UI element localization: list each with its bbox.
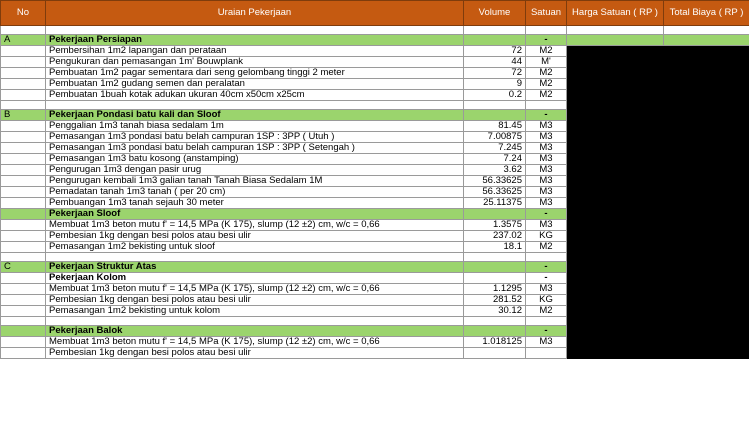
cell-unit[interactable]: M3 <box>526 284 567 295</box>
cell-volume[interactable] <box>464 209 526 220</box>
cell-description[interactable]: Pembuatan 1buah kotak adukan ukuran 40cm x50cm x25cm <box>46 90 464 101</box>
cell-volume[interactable] <box>464 110 526 121</box>
cell-total-cost[interactable] <box>664 242 749 253</box>
cell-unit[interactable]: M2 <box>526 68 567 79</box>
cell-description[interactable] <box>46 317 464 326</box>
cell-unit-price[interactable] <box>567 253 664 262</box>
cell-unit-price[interactable] <box>567 132 664 143</box>
cell-unit-price[interactable] <box>567 57 664 68</box>
cell-description[interactable]: Pengurugan kembali 1m3 galian tanah Tanah Biasa Sedalam 1M <box>46 176 464 187</box>
cell-total-cost[interactable] <box>664 253 749 262</box>
cell-unit-price[interactable] <box>567 90 664 101</box>
cell-description[interactable] <box>46 101 464 110</box>
table-row <box>1 187 749 198</box>
cell-description[interactable]: Penggalian 1m3 tanah biasa sedalam 1m <box>46 121 464 132</box>
cell-total-cost[interactable] <box>664 165 749 176</box>
cell-description[interactable]: Pemasangan 1m3 pondasi batu belah campuran 1SP : 3PP ( Setengah ) <box>46 143 464 154</box>
cell-total-cost[interactable] <box>664 90 749 101</box>
cell-unit[interactable]: - <box>526 273 567 284</box>
cell-volume[interactable]: 237.02 <box>464 231 526 242</box>
cell-unit-price[interactable] <box>567 198 664 209</box>
cell-no[interactable] <box>1 121 46 132</box>
table-row <box>1 220 749 231</box>
cell-volume[interactable]: 81.45 <box>464 121 526 132</box>
table-row <box>1 284 749 295</box>
cell-total-cost[interactable] <box>664 295 749 306</box>
cell-unit[interactable]: - <box>526 262 567 273</box>
subgreen-row <box>1 326 749 337</box>
cell-unit-price[interactable] <box>567 26 664 35</box>
cell-unit-price[interactable] <box>567 209 664 220</box>
cell-total-cost[interactable] <box>664 198 749 209</box>
cell-unit-price[interactable] <box>567 326 664 337</box>
spacer-row <box>1 253 749 262</box>
cell-unit[interactable] <box>526 348 567 359</box>
table-row <box>1 154 749 165</box>
header-unit[interactable]: Satuan <box>526 1 567 26</box>
cell-total-cost[interactable] <box>664 57 749 68</box>
cell-total-cost[interactable] <box>664 110 749 121</box>
cell-unit-price[interactable] <box>567 295 664 306</box>
cell-description[interactable]: Pekerjaan Balok <box>46 326 464 337</box>
cell-no[interactable] <box>1 348 46 359</box>
table-row <box>1 295 749 306</box>
cell-unit-price[interactable] <box>567 337 664 348</box>
cell-volume[interactable]: 56.33625 <box>464 187 526 198</box>
cell-total-cost[interactable] <box>664 326 749 337</box>
cell-unit[interactable]: M3 <box>526 121 567 132</box>
cell-total-cost[interactable] <box>664 284 749 295</box>
cell-unit-price[interactable] <box>567 143 664 154</box>
cell-unit[interactable] <box>526 317 567 326</box>
cell-unit[interactable]: KG <box>526 295 567 306</box>
cell-description[interactable]: Pembuatan 1m2 gudang semen dan peralatan <box>46 79 464 90</box>
section-row <box>1 35 749 46</box>
cell-no[interactable] <box>1 209 46 220</box>
cell-volume[interactable]: 7.24 <box>464 154 526 165</box>
cell-unit-price[interactable] <box>567 220 664 231</box>
table-row <box>1 198 749 209</box>
cell-description[interactable]: Pemasangan 1m2 bekisting untuk sloof <box>46 242 464 253</box>
cell-total-cost[interactable] <box>664 154 749 165</box>
table-row <box>1 57 749 68</box>
cell-volume[interactable]: 7.00875 <box>464 132 526 143</box>
cell-unit[interactable] <box>526 26 567 35</box>
cell-unit-price[interactable] <box>567 306 664 317</box>
cell-no[interactable] <box>1 326 46 337</box>
sub-row <box>1 273 749 284</box>
cell-description[interactable]: Pekerjaan Pondasi batu kali dan Sloof <box>46 110 464 121</box>
table-row <box>1 121 749 132</box>
cell-unit-price[interactable] <box>567 46 664 57</box>
cell-no[interactable] <box>1 198 46 209</box>
cell-unit[interactable]: - <box>526 209 567 220</box>
table-row <box>1 79 749 90</box>
cell-unit-price[interactable] <box>567 79 664 90</box>
cell-total-cost[interactable] <box>664 231 749 242</box>
cell-total-cost[interactable] <box>664 273 749 284</box>
cell-description[interactable]: Membuat 1m3 beton mutu f' = 14,5 MPa (K 175), slump (12 ±2) cm, w/c = 0,66 <box>46 284 464 295</box>
cell-volume[interactable]: 18.1 <box>464 242 526 253</box>
cell-unit[interactable]: M3 <box>526 220 567 231</box>
header-unit-price[interactable]: Harga Satuan ( RP ) <box>567 1 664 26</box>
cell-volume[interactable] <box>464 273 526 284</box>
table-row <box>1 165 749 176</box>
cell-total-cost[interactable] <box>664 121 749 132</box>
cell-unit[interactable]: - <box>526 326 567 337</box>
table-row <box>1 337 749 348</box>
cell-no[interactable] <box>1 220 46 231</box>
cell-unit[interactable]: M3 <box>526 132 567 143</box>
cell-volume[interactable]: 30.12 <box>464 306 526 317</box>
subgreen-row <box>1 209 749 220</box>
cell-total-cost[interactable] <box>664 187 749 198</box>
cell-no[interactable] <box>1 337 46 348</box>
cell-unit-price[interactable] <box>567 317 664 326</box>
cell-description[interactable]: Pekerjaan Persiapan <box>46 35 464 46</box>
cell-no[interactable] <box>1 57 46 68</box>
cell-total-cost[interactable] <box>664 337 749 348</box>
table-row <box>1 68 749 79</box>
cell-unit-price[interactable] <box>567 121 664 132</box>
cell-no[interactable] <box>1 242 46 253</box>
cell-volume[interactable] <box>464 101 526 110</box>
header-volume[interactable]: Volume <box>464 1 526 26</box>
cell-volume[interactable]: 1.1295 <box>464 284 526 295</box>
cell-no[interactable] <box>1 90 46 101</box>
cell-unit[interactable]: M3 <box>526 337 567 348</box>
cell-volume[interactable] <box>464 262 526 273</box>
header-description[interactable]: Uraian Pekerjaan <box>46 1 464 26</box>
cell-no[interactable] <box>1 143 46 154</box>
cell-description[interactable]: Pekerjaan Kolom <box>46 273 464 284</box>
cell-total-cost[interactable] <box>664 68 749 79</box>
cell-unit[interactable]: M3 <box>526 187 567 198</box>
cell-total-cost[interactable] <box>664 132 749 143</box>
cell-total-cost[interactable] <box>664 101 749 110</box>
table-row <box>1 242 749 253</box>
cell-description[interactable]: Membuat 1m3 beton mutu f' = 14,5 MPa (K 175), slump (12 ±2) cm, w/c = 0,66 <box>46 337 464 348</box>
cell-unit-price[interactable] <box>567 262 664 273</box>
cell-no[interactable]: B <box>1 110 46 121</box>
cell-unit-price[interactable] <box>567 231 664 242</box>
cell-description[interactable]: Pemasangan 1m2 bekisting untuk kolom <box>46 306 464 317</box>
cell-no[interactable]: C <box>1 262 46 273</box>
cell-total-cost[interactable] <box>664 26 749 35</box>
cell-unit[interactable]: M2 <box>526 79 567 90</box>
header-row <box>1 1 749 26</box>
cell-description[interactable]: Pemadatan tanah 1m3 tanah ( per 20 cm) <box>46 187 464 198</box>
header-no[interactable]: No <box>1 1 46 26</box>
cell-description[interactable]: Pembesian 1kg dengan besi polos atau besi ulir <box>46 295 464 306</box>
cell-no[interactable] <box>1 46 46 57</box>
cell-volume[interactable] <box>464 348 526 359</box>
section-row <box>1 110 749 121</box>
cell-description[interactable]: Pengurugan 1m3 dengan pasir urug <box>46 165 464 176</box>
cell-no[interactable] <box>1 176 46 187</box>
cell-volume[interactable]: 7.245 <box>464 143 526 154</box>
cell-description[interactable]: Pembuangan 1m3 tanah sejauh 30 meter <box>46 198 464 209</box>
cell-volume[interactable]: 72 <box>464 46 526 57</box>
cell-no[interactable] <box>1 295 46 306</box>
table-row <box>1 348 749 359</box>
cell-total-cost[interactable] <box>664 46 749 57</box>
spacer-row <box>1 26 749 35</box>
cell-volume[interactable]: 281.52 <box>464 295 526 306</box>
cell-total-cost[interactable] <box>664 35 749 46</box>
cell-volume[interactable]: 44 <box>464 57 526 68</box>
cell-unit[interactable] <box>526 253 567 262</box>
cell-unit-price[interactable] <box>567 176 664 187</box>
cell-unit[interactable]: M2 <box>526 46 567 57</box>
cell-unit-price[interactable] <box>567 68 664 79</box>
cell-volume[interactable]: 3.62 <box>464 165 526 176</box>
cell-description[interactable]: Pembesian 1kg dengan besi polos atau besi ulir <box>46 348 464 359</box>
table-row <box>1 90 749 101</box>
cell-description[interactable]: Pemasangan 1m3 pondasi batu belah campuran 1SP : 3PP ( Utuh ) <box>46 132 464 143</box>
section-row <box>1 262 749 273</box>
cell-volume[interactable]: 1.3575 <box>464 220 526 231</box>
cell-unit[interactable]: M2 <box>526 306 567 317</box>
cell-description[interactable]: Pengukuran dan pemasangan 1m' Bouwplank <box>46 57 464 68</box>
cell-unit[interactable]: - <box>526 35 567 46</box>
cell-total-cost[interactable] <box>664 306 749 317</box>
cell-unit-price[interactable] <box>567 284 664 295</box>
cell-total-cost[interactable] <box>664 317 749 326</box>
cell-unit-price[interactable] <box>567 348 664 359</box>
cell-volume[interactable] <box>464 35 526 46</box>
cell-unit[interactable]: M2 <box>526 242 567 253</box>
cell-no[interactable] <box>1 317 46 326</box>
cell-no[interactable] <box>1 165 46 176</box>
cell-no[interactable]: A <box>1 35 46 46</box>
cell-no[interactable] <box>1 284 46 295</box>
cell-unit-price[interactable] <box>567 273 664 284</box>
cell-unit[interactable]: M3 <box>526 165 567 176</box>
cell-no[interactable] <box>1 187 46 198</box>
cell-no[interactable] <box>1 231 46 242</box>
table-row <box>1 306 749 317</box>
cell-total-cost[interactable] <box>664 209 749 220</box>
cell-unit-price[interactable] <box>567 154 664 165</box>
cell-unit[interactable] <box>526 101 567 110</box>
cell-description[interactable] <box>46 253 464 262</box>
cell-unit-price[interactable] <box>567 35 664 46</box>
cell-no[interactable] <box>1 26 46 35</box>
spacer-row <box>1 101 749 110</box>
cell-unit[interactable]: KG <box>526 231 567 242</box>
table-row <box>1 231 749 242</box>
cell-no[interactable] <box>1 273 46 284</box>
cell-description[interactable]: Pekerjaan Sloof <box>46 209 464 220</box>
cell-no[interactable] <box>1 79 46 90</box>
cell-description[interactable] <box>46 26 464 35</box>
cell-total-cost[interactable] <box>664 176 749 187</box>
cell-unit[interactable]: M3 <box>526 176 567 187</box>
table-row <box>1 46 749 57</box>
cell-total-cost[interactable] <box>664 348 749 359</box>
cell-unit[interactable]: M3 <box>526 154 567 165</box>
cell-no[interactable] <box>1 101 46 110</box>
table-row <box>1 143 749 154</box>
cell-no[interactable] <box>1 68 46 79</box>
cell-volume[interactable] <box>464 326 526 337</box>
table-row <box>1 176 749 187</box>
cell-unit[interactable]: M' <box>526 57 567 68</box>
cell-description[interactable]: Pemasangan 1m3 batu kosong (anstamping) <box>46 154 464 165</box>
cell-volume[interactable]: 25.11375 <box>464 198 526 209</box>
cell-unit[interactable]: M2 <box>526 90 567 101</box>
cell-unit-price[interactable] <box>567 110 664 121</box>
cell-total-cost[interactable] <box>664 262 749 273</box>
cell-unit[interactable]: - <box>526 110 567 121</box>
cell-volume[interactable]: 72 <box>464 68 526 79</box>
cell-description[interactable]: Pembersihan 1m2 lapangan dan perataan <box>46 46 464 57</box>
table-row <box>1 132 749 143</box>
cell-no[interactable] <box>1 132 46 143</box>
cell-total-cost[interactable] <box>664 79 749 90</box>
spacer-row <box>1 317 749 326</box>
cell-volume[interactable]: 0.2 <box>464 90 526 101</box>
cell-description[interactable]: Pekerjaan Struktur Atas <box>46 262 464 273</box>
cell-unit-price[interactable] <box>567 165 664 176</box>
cell-unit-price[interactable] <box>567 187 664 198</box>
cell-volume[interactable] <box>464 253 526 262</box>
cell-unit[interactable]: M3 <box>526 143 567 154</box>
header-total-cost[interactable]: Total Biaya ( RP ) <box>664 1 749 26</box>
cell-total-cost[interactable] <box>664 220 749 231</box>
cell-no[interactable] <box>1 154 46 165</box>
cell-unit[interactable]: M3 <box>526 198 567 209</box>
cell-no[interactable] <box>1 306 46 317</box>
cell-no[interactable] <box>1 253 46 262</box>
cell-volume[interactable]: 1.018125 <box>464 337 526 348</box>
cell-volume[interactable] <box>464 26 526 35</box>
cell-volume[interactable]: 56.33625 <box>464 176 526 187</box>
cell-unit-price[interactable] <box>567 101 664 110</box>
cell-volume[interactable] <box>464 317 526 326</box>
cell-volume[interactable]: 9 <box>464 79 526 90</box>
cell-total-cost[interactable] <box>664 143 749 154</box>
cell-description[interactable]: Pembesian 1kg dengan besi polos atau besi ulir <box>46 231 464 242</box>
cell-description[interactable]: Membuat 1m3 beton mutu f' = 14,5 MPa (K 175), slump (12 ±2) cm, w/c = 0,66 <box>46 220 464 231</box>
cell-unit-price[interactable] <box>567 242 664 253</box>
cell-description[interactable]: Pembuatan 1m2 pagar sementara dari seng gelombang tinggi 2 meter <box>46 68 464 79</box>
